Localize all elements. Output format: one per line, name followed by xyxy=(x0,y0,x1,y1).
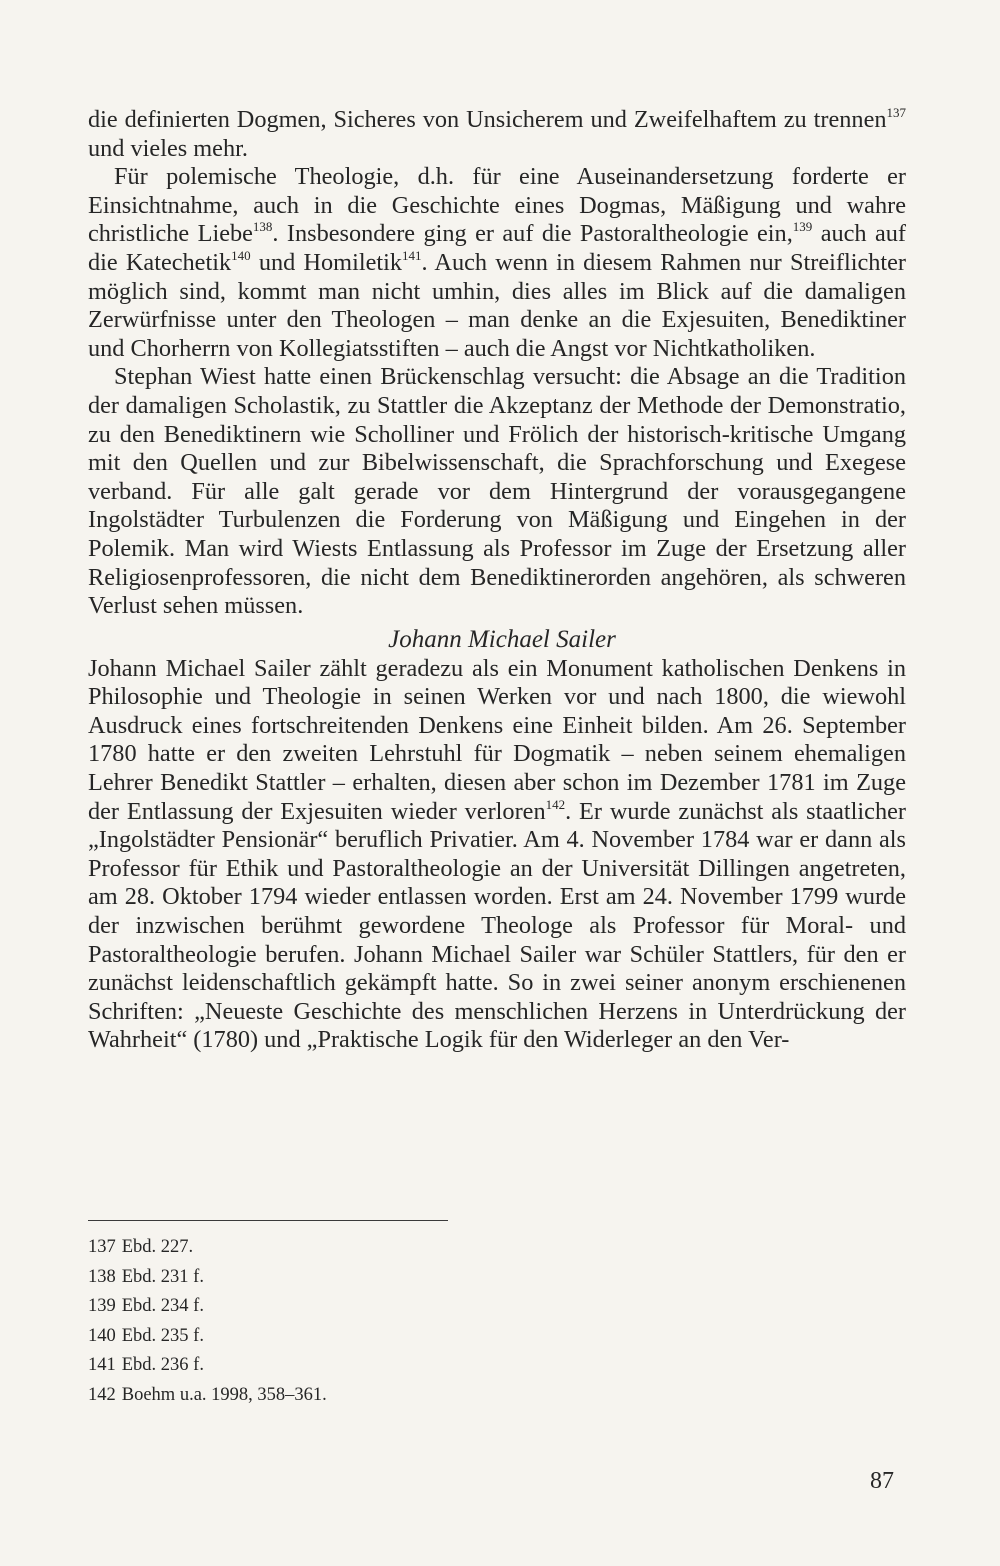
text-run: . Insbesondere ging er auf die Pastoraltheologie ein, xyxy=(272,220,793,248)
paragraph xyxy=(88,106,906,163)
footnote-number: 141 xyxy=(88,1355,116,1375)
main-text xyxy=(88,106,906,1055)
footnote-marker: 140 xyxy=(231,247,251,263)
text-run: Johann Michael Sailer zählt geradezu als ein Monument katholischen Denkens in Philosophie und Theologie in seinen Werken vor und nach 1800, die wiewohl Ausdruck eines fortschreitenden Denkens eine Einheit bilden. Am 26. September 1780 hatte er den zweiten Lehrstuhl für Dogmatik – neben seinem ehemaligen Lehrer Benedikt Stattler – erhalten, diesen aber schon im Dezember 1781 im Zuge der Entlassung der Exjesuiten wieder verloren xyxy=(88,654,906,825)
text-run: . Auch wenn in diesem Rahmen nur Streiflichter möglich sind, kommt man nicht umhin, dies alles im Blick auf die damaligen Zerwürfnisse unter den Theologen – man denke an die Exjesuiten, Benediktiner und Chorherrn von Kollegiatsstiften – auch die Angst vor Nichtkatholiken. xyxy=(88,248,906,362)
footnote-marker: 139 xyxy=(792,219,813,235)
footnote xyxy=(88,1233,688,1263)
footnote-text: Ebd. 231 f. xyxy=(121,1266,204,1287)
footnote-marker: 138 xyxy=(252,219,273,235)
paragraph xyxy=(88,655,906,1055)
footnote-text: Ebd. 236 f. xyxy=(121,1355,204,1375)
footnotes xyxy=(88,1233,688,1410)
footnote-number: 137 xyxy=(88,1237,116,1257)
text-run: . Er wurde zunächst als staatlicher „Ingolstädter Pensionär“ beruflich Privatier. Am 4. November 1784 war er dann als Professor für Ethik und Pastoraltheologie an der Universität Dillingen angetreten, am 28. Oktober 1794 wieder entlassen worden. Erst am 24. November 1799 wurde der inzwischen berühmt gewordene Theologe als Professor für Moral- und Pastoraltheologie berufen. Johann Michael Sailer war Schüler Stattlers, für den er zunächst leidenschaftlich gekämpft hatte. So in zwei seiner anonym erschienenen Schriften: „Neueste Geschichte des menschlichen Herzens in Unterdrückung der Wahrheit“ (1780) und „Praktische Logik für den Widerleger an den Ver- xyxy=(88,797,906,1054)
footnote xyxy=(88,1292,688,1322)
footnote-number: 139 xyxy=(88,1296,116,1316)
footnote-number: 140 xyxy=(88,1325,116,1346)
paragraphs-before-heading xyxy=(88,106,906,621)
footnote-number: 142 xyxy=(88,1384,116,1405)
footnote-text: Ebd. 235 f. xyxy=(121,1325,204,1346)
page-number: 87 xyxy=(870,1468,894,1494)
paragraph xyxy=(88,363,906,620)
text-run: Für polemische Theologie, d.h. für eine Auseinandersetzung forderte er Einsichtnahme, auch in die Geschichte eines Dogmas, Mäßigung und wahre christliche Liebe xyxy=(88,163,906,248)
text-run: auch auf die Katechetik xyxy=(88,220,906,276)
footnote-marker: 141 xyxy=(402,247,422,263)
footnote xyxy=(88,1381,688,1411)
footnote-text: Boehm u.a. 1998, 358–361. xyxy=(121,1384,327,1405)
paragraphs-after-heading xyxy=(88,655,906,1055)
text-run: und Homiletik xyxy=(250,248,402,276)
footnote-marker: 142 xyxy=(545,796,566,812)
footnote-marker: 137 xyxy=(886,105,906,120)
footnote xyxy=(88,1322,688,1352)
paragraph xyxy=(88,163,906,363)
text-run: und vieles mehr. xyxy=(88,134,248,162)
footnote-divider xyxy=(88,1220,448,1221)
footnote-text: Ebd. 234 f. xyxy=(121,1296,204,1316)
section-heading: Johann Michael Sailer xyxy=(388,625,616,653)
footnote xyxy=(88,1263,688,1293)
text-run: die definierten Dogmen, Sicheres von Unsicherem und Zweifelhaftem zu trennen xyxy=(88,106,887,133)
footnote-text: Ebd. 227. xyxy=(121,1237,194,1257)
footnote-number: 138 xyxy=(88,1266,116,1287)
text-run: Stephan Wiest hatte einen Brückenschlag versucht: die Absage an die Tradition der damaligen Scholastik, zu Stattler die Akzeptanz der Methode der Demonstratio, zu den Benediktinern wie Scholliner und Frölich der historisch-kritische Umgang mit den Quellen und zur Bibelwissenschaft, die Sprachforschung und Exegese verband. Für alle galt gerade vor dem Hintergrund der vorausgegangene Ingolstädter Turbulenzen die Forderung von Mäßigung und Eingehen in der Polemik. Man wird Wiests Entlassung als Professor im Zuge der Ersetzung aller Religiosenprofessoren, die nicht dem Benediktinerorden angehören, als schweren Verlust sehen müssen. xyxy=(88,363,906,620)
footnote xyxy=(88,1351,688,1381)
